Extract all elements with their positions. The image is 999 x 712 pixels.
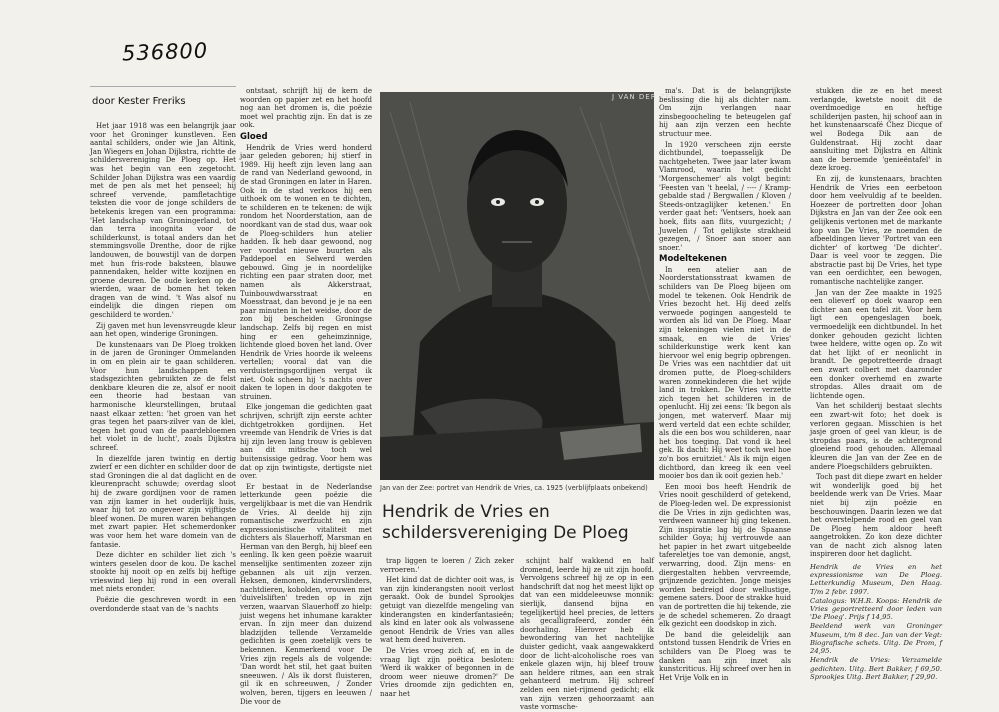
column-3 bbox=[659, 87, 791, 702]
paragraph: Poëzie die geschreven wordt in een overdonderde staat van de 's nachts bbox=[90, 596, 236, 613]
paragraph: Het jaar 1918 was een belangrijk jaar voor het Groninger kunstleven. Een aantal schilders, onder wie Jan Altink, Jan Wiegers en Johan Dijkstra, richtte de schildersvereniging De Ploeg op. Het was het begin van een zegetocht. Schilder Johan Dijkstra was een vaardig met de pen als met het penseel; hij schreef vervende, pamfletachtige teksten die voor de jonge schilders de betekenis kregen van een programma: 'Het landschap van Groningerland, tot dan terra incognita voor de schilderkunst, is totaal anders dan het stemmingsvolle Drenthe, door de rijke landouwen, de bouwstijl van de dorpen met hun fris-rode baksteen, blauwe pannendaken, helder witte kozijnen en groene deuren. De oude kerken op de wierden, waar de bomen het teken dragen van de wind. 't Was alsof nu eindelijk die dingen riepen om geschilderd te worden.' bbox=[90, 122, 236, 320]
paragraph: Het kind dat de dichter ooit was, is van zijn kinderangsten nooit verlost geraakt. Ook de bundel Sprookjes getuigt van diezelfde mengeling van kinderangsten en kinderfantasieën; als kind en later ook als volwassene genoot Hendrik de Vries van alles wat hem deed huiveren. bbox=[380, 576, 514, 645]
paragraph: De Vries vroeg zich af, en in de vraag ligt zijn poëtica besloten: 'Werd ik wakker of begonnen in de droom weer nieuwe dromen?' De Vries droomde zijn gedichten en, naar het bbox=[380, 646, 514, 698]
paragraph: In 1920 verscheen zijn eerste dichtbundel, toepasselijk De nachtgeheten. Twee jaar later kwam Vlamrood, waarin het gedicht 'Morgenschemer' als volgt begint: 'Feesten van 't heelal, / ---- / Kramp-gebalde stad / Bergwallen / Kloven / Steeds-ontzaglijker ketenen.' En verder gaat het: 'Ventsers, hoek aan hoek, flits aan flits, vuurgezicht; / Juwelen / Tot gelijkste strakheid gezegen, / Snoer aan snoer aan snoer.' bbox=[659, 140, 791, 252]
headline: Hendrik de Vries en schildersvereniging De Ploeg bbox=[382, 502, 629, 543]
column-2 bbox=[240, 87, 372, 706]
photo-caption: Jan van der Zee: portret van Hendrik de Vries, ca. 1925 (verblijfplaats onbekend) bbox=[380, 484, 648, 492]
paragraph: stukken die ze en het meest verlangde, kwetste nooit dit de overdmoedige en heftige schilderijen pasten, hij schoof aan in het kunstenaarscafé Chez Dicque of wel Bodega Dik aan de Guldenstraat. Hij zocht daar aansluiting met Dijkstra en Altink aan de beroemde 'genieëntafel' in deze kroeg. bbox=[810, 87, 942, 173]
portrait-image bbox=[380, 92, 654, 480]
paragraph: Zij gaven met hun levensvreugde kleur aan het open, winderige Groningen. bbox=[90, 321, 236, 339]
paragraph: Van het schilderij bestaat slechts een zwart-wit foto; het doek is verloren gegaan. Misschien is het jasje groen of geel van kleur, is de stropdas paars, is de achtergrond gloeiend rood gehouden. Allemaal kleuren die Jan van der Zee en de andere Ploegschilders gebruikten. bbox=[810, 402, 942, 471]
paragraph: schijnt half wakkend en half dromend, leerde hij ze uit zijn hoofd. Vervolgens schreef hij ze op in een handschrift dat nog het meest lijkt op dat van een middeleeuwse monnik: sierlijk, dansend bijna en tegelijkertijd heel precies, de letters als gecalligrafeerd, zonder één doorhaling. Hierover heb ik bewondering van het nachtelijke duister gedicht, vaak aangewakkerd door de licht-alcoholische roes van enkele glazen wijn, hij bleef trouw aan heldere ritmes, aan een strak gehanteerd metrum. Hij schreef zelden een niet-rijmend gedicht; elk van zijn verzen gehoorzaamt aan vaste vormsche- bbox=[520, 557, 654, 712]
paragraph: Elke jongeman die gedichten gaat schrijven, schrijft zijn eerste achter dichtgetrokken gordijnen. Het vreemde van Hendrik de Vries is dat hij zijn leven lang trouw is gebleven aan dit mitische toch wel buitensissige gedrag. Voor hem was dat op zijn twintigste, dertigste niet over. bbox=[240, 403, 372, 481]
column-5 bbox=[380, 557, 514, 702]
top-rule bbox=[90, 86, 236, 87]
portrait-photo bbox=[380, 92, 654, 480]
paragraph: Deze dichter en schilder liet zich 's winters geselen door de kou. De kachel stookte hij nooit op en zelfs bij heftige vrieswind liep hij rond in een overall met niets eronder. bbox=[90, 551, 236, 594]
column-4 bbox=[810, 87, 942, 702]
paragraph: Toch past dit diepe zwart en helder wit wonderlijk goed bij het beeldende werk van De Vries. Maar niet bij zijn poëzie en beschouwingen. Daarin lezen we dat het overstelpende rood en geel van De Ploeg hem aldoor heeft aangetrokken. Zo kon deze dichter van de nacht zich alsnog laten inspireren door het daglicht. bbox=[810, 473, 942, 559]
paragraph: Een mooi bos heeft Hendrik de Vries nooit geschilderd of getekend, de Ploeg-leden wel. De expressionist die De Vries in zijn gedichten was, verdween wanneer hij ging tekenen. Zijn inspiratie lag bij de Spaanse schilder Goya; hij vertrouwde aan het papier in het zwart uitgebeelde tafereletjes toe van demonie, angst, verwarring, dood. Zijn mens- en diergestalten hebben vervreemde, grijnzende gezichten. Jonge meisjes worden bedreigd door wellustige, gemene saters. Door de strakke huid van de portretten die hij tekende, zie je de schedel schemeren. Zo draagt elk gezicht een doodskop in zich. bbox=[659, 482, 791, 629]
book-notes bbox=[810, 563, 942, 681]
handwritten-number: 536800 bbox=[121, 38, 209, 66]
paragraph: En zij, de kunstenaars, brachten Hendrik de Vries een eerbetoon door hem veelvuldig af te beelden. Hoezeer de portretten door Johan Dijkstra en Jan van der Zee ook een gelijkenis vertonen met de markante kop van De Vries, ze noemden de afbeeldingen liever 'Portret van een dichter' of kortweg 'De dichter'. Daar is veel voor te zeggen. Die abstractie past bij De Vries, het type van een oerdichter, een bewogen, romantische nachtelijke zanger. bbox=[810, 174, 942, 287]
note: Hendrik de Vries en het expressionisme van De Ploeg. Letterkundig Museum, Den Haag. T/m 2 febr. 1997. bbox=[810, 563, 942, 596]
paragraph: Jan van der Zee maakte in 1925 een olieverf op doek waarop een dichter aan een tafel zit. Voor hem ligt een opengeslagen boek, vermoedelijk een dichtbundel. In het donker gehouden gezicht lichten twee heldere, witte ogen op. Zo wit dat het lijkt of er neonlicht in brandt. De gepotretteerde draagt een zwart colbert met daaronder een donker overhemd en zwarte stropdas. Alles draait om de lichtende ogen. bbox=[810, 288, 942, 400]
column-1 bbox=[90, 122, 236, 702]
note: Catalogus: W.H.R. Koops: Hendrik de Vries geportretteerd door leden van 'De Ploeg'. Prijs f 14,95. bbox=[810, 596, 942, 622]
paragraph: Er bestaat in de Nederlandse letterkunde geen poëzie die vergelijkbaar is met die van Hendrik de Vries. Al deelde hij zijn romantische zwerfzucht en zijn expressionistische vitaliteit met dichters als Slauerhoff, Marsman en Herman van den Bergh, hij bleef een eenling. Ik ken geen poëzie waaruit menselijke sentimenten zozeer zijn gebannen als uit zijn verzen. Heksen, demonen, kindervrslinders, nachtdieren, kobolden, vrouwen met 'duivelsliften' treden op in zijn verzen, waarvan Slauerhoff zo hielp: juist wegens het inhumane karakter ervan. In zijn meer dan duizend bladzijden tellende Verzamelde gedichten is geen zoetelijk vers te bekennen. Kenmerkend voor De Vries zijn regels als de volgende: 'Dan wordt het stil, het gaat buiten sneeuwen. / Als ik dorst fluisteren, gil ik en schreeuwen, / Zonder wolven, beren, tijgers en leeuwen / Die voor de bbox=[240, 482, 372, 706]
paragraph: In diezelfde jaren twintig en dertig zwierf er een dichter en schilder door de stad Groningen die al dat daglicht en de kleurenpracht schuwde; overdag sloot hij de zware gordijnen voor de ramen van zijn kamer in het ouderlijk huis, waar hij tot zo ongeveer zijn vijftigste bleef wonen. De muren waren behangen met zwart papier. Het schemerdonker was voor hem het ware domein van de fantasie. bbox=[90, 454, 236, 549]
paragraph: De band die geleidelijk aan ontstond tussen Hendrik de Vries en schilders van De Ploeg was te danken aan zijn inzet als kunstcriticus. Hij schreef over hen in Het Vrije Volk en in bbox=[659, 630, 791, 682]
column-6 bbox=[520, 557, 654, 712]
paragraph: ontstaat, schrijft hij de kern de woorden op papier zet en het hoofd nog aan het dromen is, die poëzie moet wel prachtig zijn. En dat is ze ook. bbox=[240, 87, 372, 130]
byline: door Kester Freriks bbox=[92, 96, 186, 107]
paragraph: trap liggen te loeren / Zich zeker verroeren.' bbox=[380, 557, 514, 574]
paragraph: De kunstenaars van De Ploeg trokken in de jaren de Groninger Ommelanden in om en plein air te gaan schilderen. Voor hun landschappen en stadsgezichten gebruikten ze de felst denkbare kleuren die ze, alsof er nooit een theorie had bestaan van harmonische kleurstellingen, brutaal naast elkaar zetten: 'het groen van het gras tegen het paars-zilver van de klei, tegen het goud van de paardebloemen het violet in de lucht', zoals Dijkstra schreef. bbox=[90, 340, 236, 452]
note: Hendrik de Vries: Verzamelde gedichten. Uitg. Bert Bakker, f 69,50. Sprookjes Uitg. Bert Bakker, f 29,90. bbox=[810, 656, 942, 681]
note: Beeldend werk van Groninger Museum, t/m 8 dec. Jan van der Vegt: Biografische schets. Uitg. De Prom, f 24,95. bbox=[810, 622, 942, 656]
paragraph: In een atelier aan de Noorderstationsstraat kwamen de schilders van De Ploeg bijeen om model te tekenen. Ook Hendrik de Vries bezocht het. Hij deed zelfs verwoede pogingen aangesteld te worden als lid van De Ploeg. Maar zijn tekeningen vielen niet in de smaak, en wie de Vries' schilderkunstige werk kent kan hiervoor wel enig begrip opbrengen. De Vries was een nachtdier dat uit dromen putte, de Ploeg-schilders waren zonnekinderen die het wijde land in trokken. De Vries verzette zich tegen het schilderen in de openlucht. Hij zei eens: 'Ik begon als jongen, met waterverf. Maar mij werd verteld dat een echte schilder, als die een bos wou schilderen, naar het bos toeging. Dat vond ik heel gek. Ik dacht: Hij weet toch wel hoe zo'n bos eruitziet.' Als ik mijn eigen dichtbord, dan kreeg ik een veel mooier bos dan ik ooit gezien heb.' bbox=[659, 265, 791, 481]
subhead-gloed: Gloed bbox=[240, 131, 268, 142]
subhead-modeltekenen: Modeltekenen bbox=[659, 254, 727, 265]
paragraph: Hendrik de Vries werd honderd jaar geleden geboren; hij stierf in 1989. Hij heeft zijn leven lang aan de rand van Nederland gewoond, in de stad Groningen en later in Haren. Ook in de stad verkoos hij een uithoek om te wonen en te dichten, te schilderen en te tekenen: de wijk rondom het Noorderstation, aan de noordkant van de stad dus, waar ook de Ploeg-schilders hun atelier hadden. Ik heb daar gewoond, nog ver voordat nieuwe buurten als Paddepoel en Selwerd werden gebouwd. Ging je in noordelijke richting een paar straten door, met namen als Akkerstraat, Tuinbouwdwarsstraat en Moesstraat, dan bevond je je na een paar minuten in het weidse, door de zon bij bescheiden Groningse landschap. Zelfs bij regen en mist hing er een geheimzinnige, lichtende gloed boven het land. Over Hendrik de Vries hoorde ik weleens vertellen; vooral dat van die verduisteringsgordijnen vergat ik niet. Ook scheen hij 's nachts over daken te lopen in door dakgoten te struinen. bbox=[240, 143, 372, 401]
painter-signature: J VAN DER ZEE bbox=[612, 93, 677, 101]
paragraph: ma's. Dat is de belangrijkste beslissing die hij als dichter nam. Om zijn verlangen naar zinsbegoocheling te beteugelen gaf hij aan zijn verzen een hechte structuur mee. bbox=[659, 87, 791, 138]
